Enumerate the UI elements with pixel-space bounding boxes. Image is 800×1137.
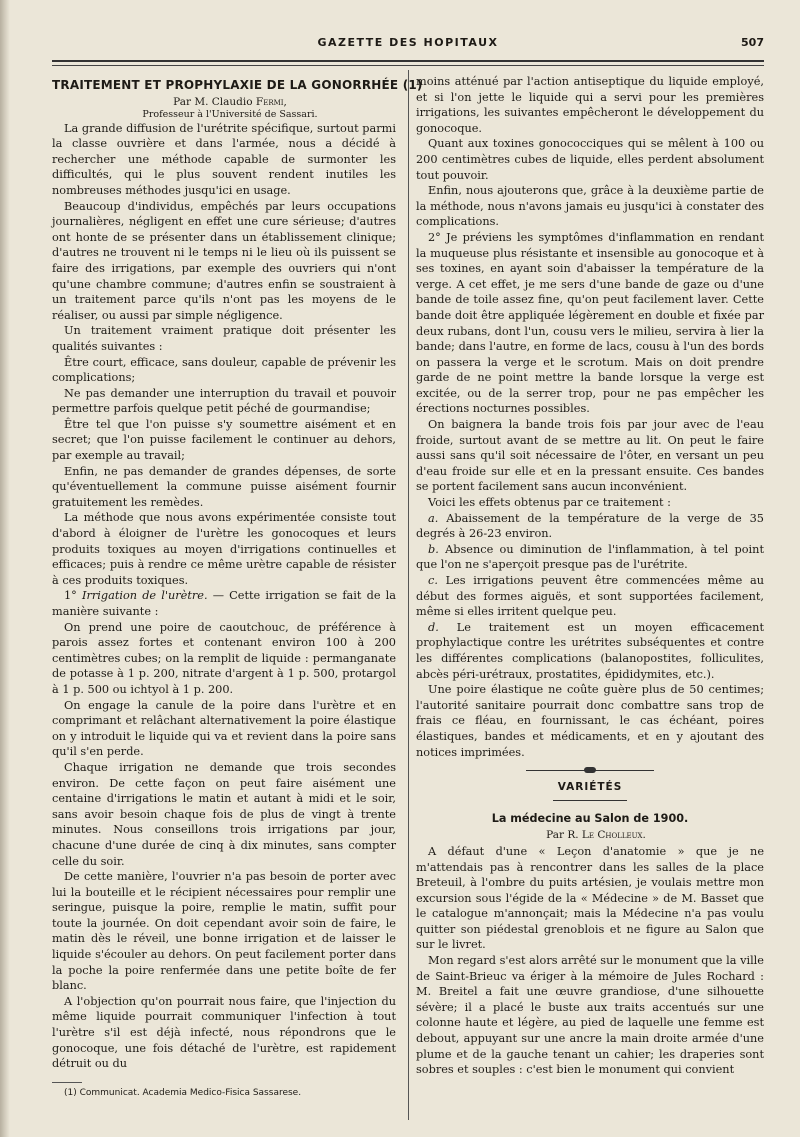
article-byline: Par M. Claudio Fermi, <box>173 95 287 108</box>
effect-item: a. Abaissement de la température de la verge de 35 degrés à 26-23 environ. <box>416 511 764 541</box>
author-affiliation: Professeur à l'Université de Sassari. <box>142 108 318 120</box>
header-rule-thick <box>52 60 764 62</box>
paragraph: Ne pas demander une interruption du travail et pouvoir permettre parfois quelque petit péché de gourmandise; <box>52 386 396 416</box>
irrigation-heading: 1° Irrigation de l'urètre. — Cette irrigation se fait de la manière suivante : <box>52 589 396 618</box>
paragraph: On baignera la bande trois fois par jour avec de l'eau froide, surtout avant de se mettre au lit. On peut le faire aussi sans qu'il soit nécessaire de l'ôter, en versant un peu d'eau froide sur elle et en la pressant ensuite. Ces bandes se portent facilement sans aucun inconvénient. <box>416 418 764 494</box>
effect-item: b. Absence ou diminution de l'inflammation, à tel point que l'on ne s'aperçoit presque pas de l'urétrite. <box>416 542 764 572</box>
paragraph: A défaut d'une « Leçon d'anatomie » que je ne m'attendais pas à rencontrer dans les salles de la place Breteuil, à l'ombre du puits artésien, je voulais mettre mon excursion sous l'égide de la « Médecine » de M. Basset que le catalogue m'annonçait; mais la Médecine n'a pas voulu quitter son piédestal grenoblois et ne figure au Salon que sur le livret. <box>416 844 764 952</box>
paragraph: Beaucoup d'individus, empêchés par leurs occupations journalières, négligent en effet une cure sérieuse; d'autres ont honte de se présenter dans un établissement clinique; d'autres ne trouvent ni le temps ni le lieu où ils puissent se faire des irrigations, par exemple des ouvriers qui n'ont qu'une chambre commune; d'autres enfin se soustraient à un traitement parce qu'ils n'ont pas les moyens de le réaliser, ou aussi par simple négligence. <box>52 199 396 322</box>
paragraph: Voici les effets obtenus par ce traitement : <box>428 496 671 510</box>
paragraph: On engage la canule de la poire dans l'urètre et en comprimant et relâchant alternativement la poire élastique on y introduit le liquide qui va et revient dans la poire sans qu'il s'en perde. <box>52 698 396 759</box>
paragraph: Chaque irrigation ne demande que trois secondes environ. De cette façon on peut faire aisément une centaine d'irrigations le matin et autant à midi et le soir, sans avoir besoin chaque fois de plus de vingt à trente minutes. Nous conseillons trois irrigations par jour, chacune d'une durée de cinq à dix minutes, sans compter celle du soir. <box>52 760 396 868</box>
footnote-rule <box>52 1082 82 1083</box>
paragraph: moins atténué par l'action antiseptique du liquide employé, et si l'on jette le liquide qui a servi pour les premières irrigations, les suivantes empêcheront le développement du gonocoque. <box>416 75 764 135</box>
varietes-author: Le Cholleux <box>581 829 643 842</box>
paragraph: Enfin, ne pas demander de grandes dépenses, de sorte qu'éventuellement la commune puisse aisément fournir gratuitement les remèdes. <box>52 464 396 509</box>
header-rule-thin <box>52 65 764 66</box>
paragraph: On prend une poire de caoutchouc, de préférence à parois assez fortes et contenant environ 100 à 200 centimètres cubes; on la remplit de liquide : permanganate de potasse à 1 p. 200, nitrate d'argent à 1 p. 500, protargol à 1 p. 500 ou ichtyol à 1 p. 200. <box>52 620 396 696</box>
binding-shadow <box>0 0 10 1137</box>
effect-item: c. Les irrigations peuvent être commencées même au début des formes aiguës, et sont supportées facilement, même si elles irritent quelque peu. <box>416 574 764 619</box>
section-title: VARIÉTÉS <box>557 781 623 794</box>
journal-title: GAZETTE DES HOPITAUX <box>317 36 499 49</box>
column-divider <box>408 70 409 1120</box>
paragraph: Quant aux toxines gonococciques qui se mêlent à 100 ou 200 centimètres cubes de liquide, elles perdent absolument tout pouvoir. <box>416 137 764 182</box>
effect-item: d. Le traitement est un moyen efficacement prophylactique contre les urétrites subséquentes et contre les différentes complications (balanopostites, folliculites, abcès péri-urétraux, prostatites, épididymites, etc.). <box>416 620 764 681</box>
paragraph: 2° Je préviens les symptômes d'inflammation en rendant la muqueuse plus résistante et insensible au gonocoque et à ses toxines, en ayant soin d'abaisser la température de la verge. A cet effet, je me sers d'une bande de gaze ou d'une bande de toile assez fine, qu'on peut facilement laver. Cette bande doit être appliquée légèrement en double et fixée par deux rubans, dont l'un, cousu vers le milieu, servira à lier la bande; dans l'autre, en forme de lacs, cousu à l'un des bords on passera la verge et le scrotum. Mais on doit prendre garde de ne point mettre la bande lorsque la verge est excitée, ou de la serrer trop, pour ne pas empêcher les érections nocturnes possibles. <box>416 230 764 416</box>
paragraph: La méthode que nous avons expérimentée consiste tout d'abord à éloigner de l'urètre les gonocoques et leurs produits toxiques au moyen d'irrigations continuelles et efficaces; puis à rendre ce même urètre capable de résister à ces produits toxiques. <box>52 511 396 587</box>
author-name: Fermi <box>255 95 284 108</box>
running-head <box>52 36 764 52</box>
page-number: 507 <box>741 36 764 49</box>
paragraph: Être court, efficace, sans douleur, capable de prévenir les complications; <box>52 355 396 385</box>
section-ornament <box>416 766 764 774</box>
paragraph: La grande diffusion de l'urétrite spécifique, surtout parmi la classe ouvrière et dans l'armée, nous a décidé à rechercher une méthode capable de surmonter les difficultés, qui le plus souvent rendent inutiles les nombreuses méthodes jusqu'ici en usage. <box>52 121 396 197</box>
varietes-byline: Par R. Le Cholleux. <box>546 829 646 842</box>
paragraph: Être tel que l'on puisse s'y soumettre aisément et en secret; que l'on puisse facilement le continuer au dehors, par exemple au travail; <box>52 417 396 463</box>
article-title: TRAITEMENT ET PROPHYLAXIE DE LA GONORRHÉE (1) <box>52 78 423 92</box>
right-column <box>416 74 764 1078</box>
paragraph: Une poire élastique ne coûte guère plus de 50 centimes; l'autorité sanitaire pourrait donc combattre sans trop de frais ce fléau, en fournissant, le cas échéant, poires élastiques, bandes et médicaments, et en y ajoutant des notices imprimées. <box>416 683 764 759</box>
paragraph: A l'objection qu'on pourrait nous faire, que l'injection du même liquide pourrait communiquer l'infection à tout l'urètre s'il est déjà infecté, nous répondrons que le gonocoque, une fois détaché de l'urètre, est rapidement détruit ou du <box>52 994 396 1071</box>
left-column <box>52 74 423 1099</box>
section-rule <box>553 800 627 801</box>
footnote: (1) Communicat. Academia Medico-Fisica Sassarese. <box>64 1087 302 1098</box>
paragraph: Enfin, nous ajouterons que, grâce à la deuxième partie de la méthode, nous n'avons jamais eu jusqu'ici à constater des complications. <box>416 184 764 229</box>
paragraph: Mon regard s'est alors arrêté sur le monument que la ville de Saint-Brieuc va ériger à la mémoire de Jules Rochard : M. Breitel a fait une œuvre grandiose, d'une silhouette sévère; il a placé le buste aux traits accentués sur une colonne haute et légère, au pied de laquelle une femme est debout, appuyant sur une ancre la main droite armée d'une plume et de la gauche tenant un cahier; les draperies sont sobres et souples : c'est bien le monument qui convient <box>416 954 764 1077</box>
varietes-title: La médecine au Salon de 1900. <box>491 811 689 825</box>
paragraph: Un traitement vraiment pratique doit présenter les qualités suivantes : <box>52 324 396 353</box>
paragraph: De cette manière, l'ouvrier n'a pas besoin de porter avec lui la bouteille et le récipient nécessaires pour remplir une seringue, puisque la poire, remplie le matin, suffit pour toute la journée. On doit cependant avoir soin de faire, le matin dès le réveil, une bonne irrigation et de laisser le liquide s'écouler au dehors. On peut facilement porter dans la poche la poire renfermée dans une petite boîte de fer blanc. <box>52 870 396 993</box>
